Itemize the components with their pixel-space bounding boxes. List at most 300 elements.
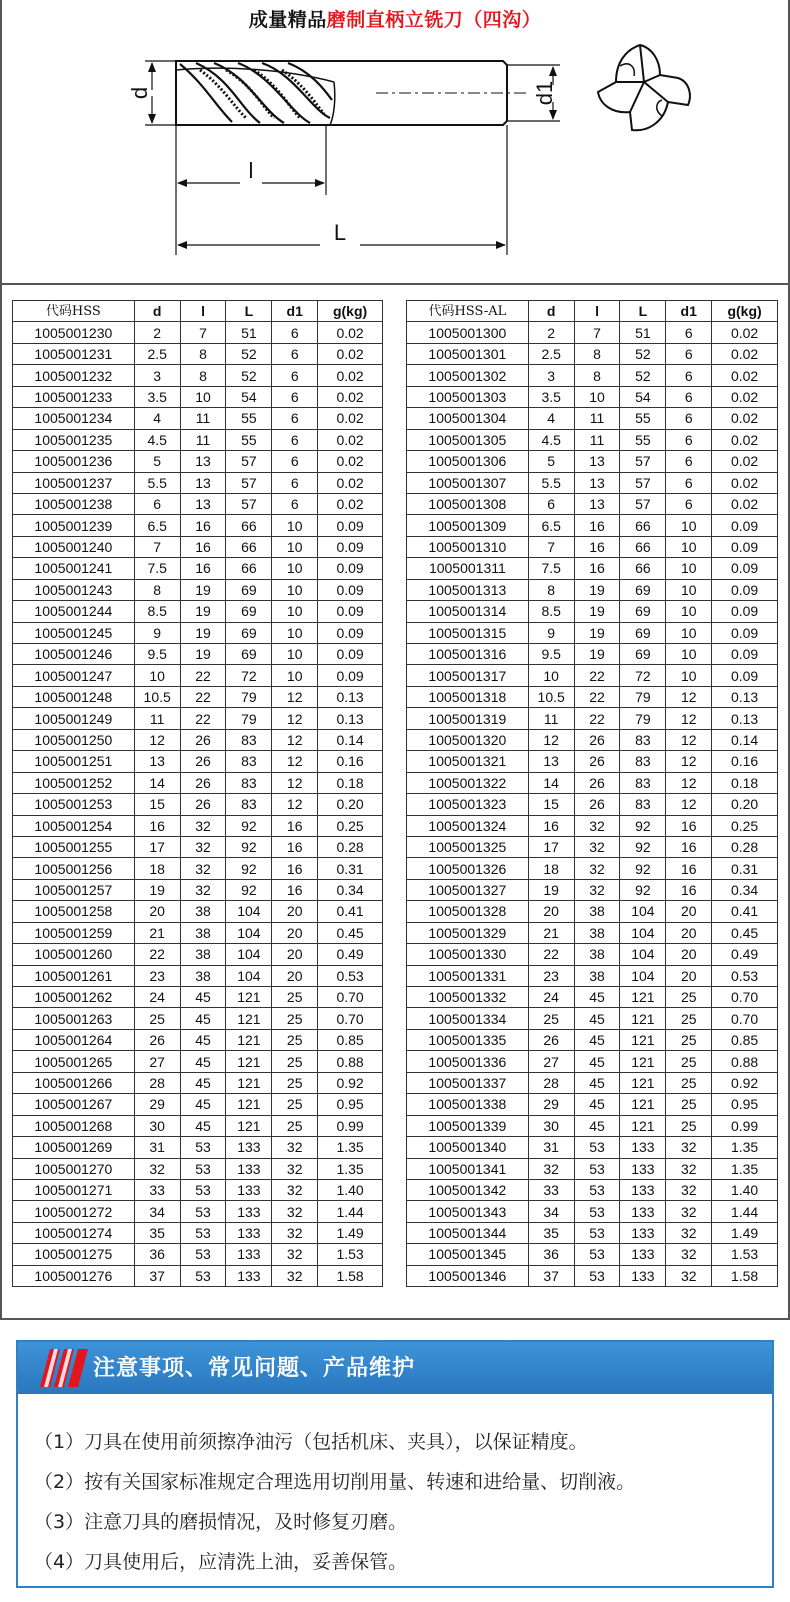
- table-cell: 1005001306: [407, 451, 529, 472]
- table-cell: 66: [620, 558, 666, 579]
- table-cell: 32: [574, 879, 620, 900]
- table-row: [407, 472, 778, 493]
- table-cell: 32: [528, 1158, 574, 1179]
- table-cell: 1005001300: [407, 322, 529, 343]
- table-cell: 66: [226, 536, 272, 557]
- table-row: [13, 1244, 383, 1265]
- table-cell: 1005001301: [407, 343, 529, 364]
- table-cell: 7: [528, 536, 574, 557]
- table-cell: 1005001337: [407, 1072, 529, 1093]
- table-cell: 0.02: [712, 451, 778, 472]
- table-cell: 16: [528, 815, 574, 836]
- table-row: [407, 644, 778, 665]
- table-cell: 19: [134, 879, 180, 900]
- table-cell: 32: [666, 1244, 712, 1265]
- table-cell: 53: [180, 1179, 226, 1200]
- table-cell: 36: [528, 1244, 574, 1265]
- table-cell: 10: [134, 665, 180, 686]
- table-cell: 38: [180, 965, 226, 986]
- table-cell: 6: [528, 493, 574, 514]
- table-cell: 1005001247: [13, 665, 135, 686]
- table-cell: 33: [528, 1179, 574, 1200]
- table-cell: 32: [666, 1201, 712, 1222]
- table-cell: 32: [574, 836, 620, 857]
- table-cell: 6: [272, 472, 318, 493]
- table-cell: 45: [574, 1008, 620, 1029]
- table-cell: 10: [272, 558, 318, 579]
- table-cell: 10: [272, 536, 318, 557]
- table-cell: 14: [528, 772, 574, 793]
- table-cell: 121: [620, 1051, 666, 1072]
- table-cell: 1005001263: [13, 1008, 135, 1029]
- table-cell: 1005001276: [13, 1265, 135, 1286]
- table-cell: 6: [272, 365, 318, 386]
- table-cell: 20: [272, 965, 318, 986]
- table-cell: 19: [528, 879, 574, 900]
- table-row: [407, 1072, 778, 1093]
- table-cell: 12: [272, 686, 318, 707]
- table-cell: 19: [574, 622, 620, 643]
- label-l: l: [248, 158, 254, 183]
- table-cell: 1.35: [318, 1137, 383, 1158]
- table-cell: 30: [134, 1115, 180, 1136]
- table-cell: 51: [226, 322, 272, 343]
- table-cell: 0.09: [318, 622, 383, 643]
- table-cell: 1005001270: [13, 1158, 135, 1179]
- table-cell: 0.70: [712, 987, 778, 1008]
- table-cell: 5: [134, 451, 180, 472]
- table-cell: 1005001235: [13, 429, 135, 450]
- table-cell: 45: [180, 987, 226, 1008]
- column-header: l: [180, 301, 226, 322]
- table-cell: 0.09: [318, 558, 383, 579]
- table-cell: 2: [134, 322, 180, 343]
- table-row: [407, 515, 778, 536]
- table-row: [407, 858, 778, 879]
- table-cell: 16: [666, 858, 712, 879]
- table-cell: 121: [620, 1008, 666, 1029]
- table-cell: 79: [226, 708, 272, 729]
- table-cell: 12: [272, 751, 318, 772]
- table-row: [407, 751, 778, 772]
- table-cell: 0.09: [712, 622, 778, 643]
- table-cell: 33: [134, 1179, 180, 1200]
- table-cell: 1005001271: [13, 1179, 135, 1200]
- table-cell: 1005001307: [407, 472, 529, 493]
- table-row: [407, 622, 778, 643]
- table-cell: 16: [134, 815, 180, 836]
- table-cell: 1.53: [318, 1244, 383, 1265]
- table-cell: 22: [180, 686, 226, 707]
- table-cell: 0.99: [712, 1115, 778, 1136]
- table-cell: 13: [180, 493, 226, 514]
- table-cell: 3: [134, 365, 180, 386]
- table-cell: 121: [226, 1072, 272, 1093]
- table-cell: 133: [226, 1201, 272, 1222]
- table-cell: 19: [180, 579, 226, 600]
- table-cell: 16: [180, 536, 226, 557]
- notice-item: （4）刀具使用后，应清洗上油，妥善保管。: [34, 1551, 408, 1573]
- table-cell: 6: [666, 429, 712, 450]
- table-cell: 1005001331: [407, 965, 529, 986]
- table-cell: 22: [528, 944, 574, 965]
- table-row: [407, 922, 778, 943]
- table-cell: 45: [574, 1029, 620, 1050]
- table-cell: 1005001237: [13, 472, 135, 493]
- table-cell: 92: [226, 858, 272, 879]
- table-cell: 25: [666, 1115, 712, 1136]
- table-cell: 6: [272, 493, 318, 514]
- table-cell: 0.34: [712, 879, 778, 900]
- table-cell: 133: [226, 1265, 272, 1286]
- table-cell: 1005001243: [13, 579, 135, 600]
- table-cell: 0.20: [318, 794, 383, 815]
- table-cell: 29: [134, 1094, 180, 1115]
- table-cell: 22: [180, 665, 226, 686]
- table-row: [407, 729, 778, 750]
- table-cell: 32: [666, 1265, 712, 1286]
- table-cell: 83: [226, 772, 272, 793]
- table-cell: 32: [134, 1158, 180, 1179]
- table-cell: 10: [272, 515, 318, 536]
- table-cell: 52: [620, 365, 666, 386]
- table-row: [13, 408, 383, 429]
- table-cell: 34: [134, 1201, 180, 1222]
- table-cell: 1005001302: [407, 365, 529, 386]
- table-cell: 10.5: [134, 686, 180, 707]
- table-row: [13, 922, 383, 943]
- table-row: [13, 579, 383, 600]
- table-cell: 133: [620, 1244, 666, 1265]
- table-cell: 8: [180, 365, 226, 386]
- table-cell: 66: [226, 558, 272, 579]
- table-cell: 11: [180, 408, 226, 429]
- table-cell: 92: [620, 815, 666, 836]
- table-cell: 0.53: [318, 965, 383, 986]
- table-cell: 45: [180, 1094, 226, 1115]
- table-cell: 1.58: [318, 1265, 383, 1286]
- table-cell: 1005001251: [13, 751, 135, 772]
- table-cell: 9.5: [134, 644, 180, 665]
- table-row: [13, 1029, 383, 1050]
- table-cell: 1005001230: [13, 322, 135, 343]
- table-row: [13, 536, 383, 557]
- notice-item: （2）按有关国家标准规定合理选用切削用量、转速和进给量、切削液。: [34, 1471, 636, 1493]
- table-cell: 0.02: [318, 472, 383, 493]
- table-cell: 133: [226, 1222, 272, 1243]
- table-cell: 0.45: [712, 922, 778, 943]
- table-cell: 1005001336: [407, 1051, 529, 1072]
- table-cell: 10: [272, 601, 318, 622]
- table-cell: 31: [528, 1137, 574, 1158]
- table-cell: 53: [180, 1201, 226, 1222]
- table-cell: 1005001261: [13, 965, 135, 986]
- table-row: [13, 1008, 383, 1029]
- table-cell: 3.5: [134, 386, 180, 407]
- table-cell: 1005001335: [407, 1029, 529, 1050]
- table-cell: 32: [180, 836, 226, 857]
- table-cell: 1005001344: [407, 1222, 529, 1243]
- table-cell: 16: [272, 879, 318, 900]
- table-cell: 0.14: [712, 729, 778, 750]
- table-cell: 22: [134, 944, 180, 965]
- table-cell: 26: [528, 1029, 574, 1050]
- table-cell: 69: [620, 622, 666, 643]
- table-cell: 0.09: [712, 579, 778, 600]
- table-cell: 45: [574, 1115, 620, 1136]
- table-cell: 1005001265: [13, 1051, 135, 1072]
- table-cell: 53: [574, 1222, 620, 1243]
- table-cell: 1005001321: [407, 751, 529, 772]
- notice-title: 注意事项、常见问题、产品维护: [93, 1356, 416, 1381]
- table-row: [407, 665, 778, 686]
- table-cell: 1005001322: [407, 772, 529, 793]
- table-cell: 52: [620, 343, 666, 364]
- table-cell: 0.70: [318, 987, 383, 1008]
- table-cell: 23: [528, 965, 574, 986]
- table-cell: 32: [272, 1244, 318, 1265]
- table-cell: 1005001303: [407, 386, 529, 407]
- table-cell: 20: [272, 922, 318, 943]
- table-cell: 53: [574, 1137, 620, 1158]
- table-cell: 10: [666, 579, 712, 600]
- table-cell: 8.5: [134, 601, 180, 622]
- table-cell: 1005001334: [407, 1008, 529, 1029]
- table-cell: 1005001250: [13, 729, 135, 750]
- table-cell: 16: [666, 879, 712, 900]
- table-row: [407, 901, 778, 922]
- table-cell: 79: [620, 708, 666, 729]
- table-cell: 0.85: [318, 1029, 383, 1050]
- table-cell: 0.09: [318, 515, 383, 536]
- table-cell: 0.13: [318, 708, 383, 729]
- table-cell: 1005001267: [13, 1094, 135, 1115]
- table-cell: 32: [180, 879, 226, 900]
- table-row: [407, 558, 778, 579]
- table-cell: 45: [574, 1094, 620, 1115]
- table-cell: 0.49: [318, 944, 383, 965]
- table-cell: 7: [134, 536, 180, 557]
- table-row: [13, 1158, 383, 1179]
- table-cell: 25: [666, 1094, 712, 1115]
- table-cell: 25: [666, 1072, 712, 1093]
- table-row: [13, 343, 383, 364]
- table-cell: 83: [226, 751, 272, 772]
- table-cell: 0.88: [318, 1051, 383, 1072]
- table-cell: 0.02: [318, 322, 383, 343]
- table-header-row: [13, 301, 383, 322]
- table-cell: 1005001264: [13, 1029, 135, 1050]
- table-cell: 19: [180, 622, 226, 643]
- table-cell: 1005001325: [407, 836, 529, 857]
- table-cell: 25: [272, 1029, 318, 1050]
- table-cell: 121: [620, 1094, 666, 1115]
- table-cell: 38: [574, 965, 620, 986]
- table-cell: 1005001238: [13, 493, 135, 514]
- table-cell: 45: [180, 1051, 226, 1072]
- table-cell: 0.02: [318, 408, 383, 429]
- table-cell: 1005001342: [407, 1179, 529, 1200]
- column-header: d1: [666, 301, 712, 322]
- table-header-row: [407, 301, 778, 322]
- table-row: [407, 836, 778, 857]
- table-cell: 53: [180, 1137, 226, 1158]
- table-row: [407, 879, 778, 900]
- table-cell: 1005001252: [13, 772, 135, 793]
- table-cell: 19: [574, 579, 620, 600]
- table-cell: 53: [574, 1201, 620, 1222]
- table-cell: 10: [574, 386, 620, 407]
- table-cell: 92: [226, 815, 272, 836]
- table-cell: 69: [226, 622, 272, 643]
- table-cell: 0.95: [318, 1094, 383, 1115]
- table-cell: 19: [180, 601, 226, 622]
- table-cell: 1.49: [712, 1222, 778, 1243]
- table-cell: 35: [134, 1222, 180, 1243]
- table-row: [407, 536, 778, 557]
- table-row: [13, 665, 383, 686]
- table-cell: 32: [272, 1201, 318, 1222]
- table-cell: 1005001233: [13, 386, 135, 407]
- table-cell: 10: [528, 665, 574, 686]
- table-cell: 121: [620, 1072, 666, 1093]
- table-cell: 0.25: [712, 815, 778, 836]
- table-row: [407, 1265, 778, 1286]
- table-cell: 0.34: [318, 879, 383, 900]
- table-cell: 6.5: [528, 515, 574, 536]
- column-header: d: [528, 301, 574, 322]
- table-cell: 1005001309: [407, 515, 529, 536]
- table-cell: 26: [574, 751, 620, 772]
- stripes-icon: [38, 1347, 90, 1389]
- table-cell: 57: [620, 493, 666, 514]
- table-cell: 21: [134, 922, 180, 943]
- table-cell: 18: [528, 858, 574, 879]
- table-cell: 1005001304: [407, 408, 529, 429]
- table-cell: 1005001308: [407, 493, 529, 514]
- table-cell: 38: [574, 901, 620, 922]
- table-cell: 13: [180, 451, 226, 472]
- notice-panel: [16, 1340, 774, 1588]
- table-cell: 11: [180, 429, 226, 450]
- table-row: [407, 1158, 778, 1179]
- table-cell: 1005001259: [13, 922, 135, 943]
- table-cell: 1.35: [318, 1158, 383, 1179]
- table-cell: 0.09: [318, 536, 383, 557]
- table-cell: 6: [272, 322, 318, 343]
- table-row: [407, 686, 778, 707]
- table-cell: 121: [226, 987, 272, 1008]
- table-cell: 26: [180, 751, 226, 772]
- table-cell: 1.35: [712, 1137, 778, 1158]
- notice-header: [18, 1342, 772, 1394]
- table-cell: 121: [226, 1094, 272, 1115]
- column-header: d: [134, 301, 180, 322]
- table-cell: 133: [226, 1137, 272, 1158]
- table-cell: 133: [620, 1222, 666, 1243]
- table-cell: 32: [272, 1158, 318, 1179]
- table-cell: 6: [666, 386, 712, 407]
- table-cell: 32: [666, 1222, 712, 1243]
- table-cell: 1.44: [712, 1201, 778, 1222]
- table-cell: 1005001239: [13, 515, 135, 536]
- table-row: [13, 686, 383, 707]
- table-cell: 6: [666, 451, 712, 472]
- table-row: [407, 1222, 778, 1243]
- table-cell: 10: [272, 579, 318, 600]
- table-cell: 0.70: [318, 1008, 383, 1029]
- table-row: [13, 1201, 383, 1222]
- table-row: [407, 579, 778, 600]
- table-cell: 7.5: [528, 558, 574, 579]
- table-cell: 20: [272, 901, 318, 922]
- table-cell: 10.5: [528, 686, 574, 707]
- table-cell: 16: [666, 836, 712, 857]
- table-cell: 20: [666, 965, 712, 986]
- table-cell: 0.02: [318, 343, 383, 364]
- table-cell: 1005001256: [13, 858, 135, 879]
- table-cell: 0.95: [712, 1094, 778, 1115]
- spec-table-hss: [12, 300, 383, 1287]
- table-cell: 6: [272, 451, 318, 472]
- table-cell: 22: [574, 686, 620, 707]
- table-cell: 45: [574, 987, 620, 1008]
- table-cell: 0.45: [318, 922, 383, 943]
- table-row: [13, 751, 383, 772]
- table-cell: 0.28: [712, 836, 778, 857]
- table-row: [407, 386, 778, 407]
- table-cell: 1005001345: [407, 1244, 529, 1265]
- table-cell: 16: [574, 558, 620, 579]
- table-cell: 18: [134, 858, 180, 879]
- table-cell: 1005001269: [13, 1137, 135, 1158]
- table-cell: 0.09: [318, 644, 383, 665]
- table-cell: 1.53: [712, 1244, 778, 1265]
- table-row: [407, 451, 778, 472]
- table-cell: 1005001314: [407, 601, 529, 622]
- table-cell: 6: [272, 343, 318, 364]
- table-cell: 6: [666, 343, 712, 364]
- table-cell: 57: [620, 451, 666, 472]
- table-cell: 25: [272, 1072, 318, 1093]
- table-cell: 83: [226, 794, 272, 815]
- table-cell: 10: [666, 665, 712, 686]
- table-cell: 1005001275: [13, 1244, 135, 1265]
- table-cell: 1005001332: [407, 987, 529, 1008]
- table-cell: 45: [180, 1008, 226, 1029]
- table-cell: 1005001316: [407, 644, 529, 665]
- table-cell: 32: [180, 815, 226, 836]
- table-cell: 2.5: [528, 343, 574, 364]
- table-cell: 1005001260: [13, 944, 135, 965]
- table-cell: 12: [528, 729, 574, 750]
- table-row: [13, 987, 383, 1008]
- table-cell: 1005001318: [407, 686, 529, 707]
- table-cell: 0.92: [318, 1072, 383, 1093]
- table-cell: 10: [666, 601, 712, 622]
- table-cell: 4: [528, 408, 574, 429]
- table-cell: 0.02: [712, 343, 778, 364]
- table-cell: 0.02: [712, 386, 778, 407]
- table-cell: 1005001254: [13, 815, 135, 836]
- table-cell: 104: [620, 965, 666, 986]
- table-cell: 53: [180, 1265, 226, 1286]
- table-cell: 27: [528, 1051, 574, 1072]
- table-row: [407, 1244, 778, 1265]
- table-cell: 1.58: [712, 1265, 778, 1286]
- tool-end-view: [598, 45, 690, 130]
- table-cell: 1005001326: [407, 858, 529, 879]
